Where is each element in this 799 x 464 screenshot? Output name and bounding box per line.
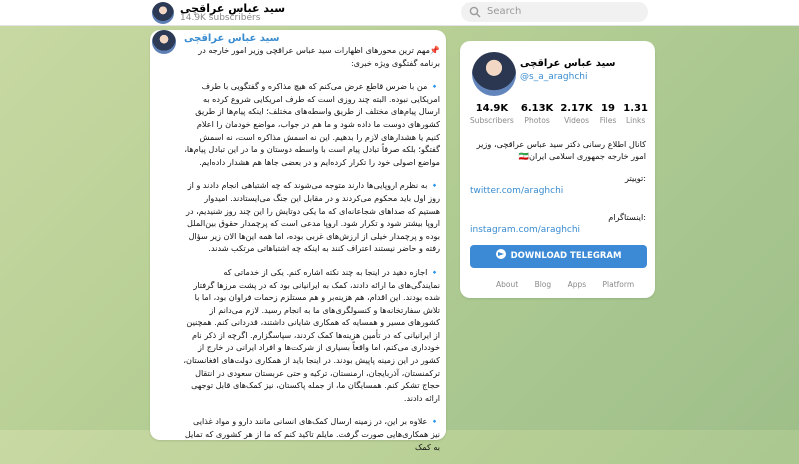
stat-value: 6.13K bbox=[520, 103, 554, 114]
twitter-link[interactable]: twitter.com/araghchi bbox=[470, 186, 564, 196]
download-button-label: DOWNLOAD TELEGRAM bbox=[510, 251, 622, 261]
message-avatar[interactable] bbox=[152, 30, 176, 54]
stat-subscribers[interactable] bbox=[470, 103, 514, 127]
stat-label: Links bbox=[625, 116, 646, 125]
stat-value: 2.17K bbox=[560, 103, 593, 114]
instagram-label: :اینستاگرام bbox=[608, 212, 646, 222]
stat-label: Files bbox=[599, 116, 617, 125]
footer-link-apps[interactable]: Apps bbox=[567, 280, 587, 289]
message-text bbox=[183, 44, 440, 464]
message-paragraph: 📌مهم ترین محورهای اظهارات سید عباس عراقچی وزیر امور خارجه در برنامه گفتگوی ویژه خبری: bbox=[198, 45, 440, 68]
footer-link-blog[interactable]: Blog bbox=[534, 280, 552, 289]
profile-avatar[interactable] bbox=[472, 52, 516, 96]
channel-subscribers: 14.9K subscribers bbox=[180, 13, 261, 23]
channel-title[interactable]: سید عباس عراقچی bbox=[180, 2, 286, 15]
channel-info-card bbox=[460, 41, 655, 298]
download-telegram-button[interactable] bbox=[470, 245, 647, 268]
twitter-label: :توییتر bbox=[624, 173, 646, 183]
top-bar bbox=[0, 0, 799, 26]
footer-link-platform[interactable]: Platform bbox=[602, 280, 635, 289]
channel-avatar[interactable] bbox=[152, 2, 174, 24]
search-input[interactable] bbox=[461, 2, 648, 22]
stat-files[interactable] bbox=[600, 103, 616, 127]
footer-links bbox=[496, 280, 648, 289]
stat-label: Videos bbox=[564, 116, 589, 125]
stat-value: 1.31 bbox=[623, 103, 648, 114]
stat-label: Photos bbox=[524, 116, 550, 125]
stat-videos[interactable] bbox=[560, 103, 592, 127]
message-author[interactable]: سید عباس عراقچی bbox=[184, 33, 280, 44]
stat-links[interactable] bbox=[623, 103, 648, 127]
profile-handle[interactable]: @s_a_araghchi bbox=[520, 72, 588, 82]
stats-row bbox=[470, 103, 648, 127]
message-paragraph: 🔹 من با ضرس قاطع عرض می‌کنم که هیچ مذاکره و گفتگویی با طرف امریکایی نبوده. البته چند روزی است که طرف امریکایی شروع کرده به ارسال پیام‌های مختلف از طریق واسطه‌های مختلف؛ اینکه پیام‌ها از طریق کشورهای دوست ما داده شود و ما هم در جواب، مواضع خودمان را اعلام کنیم یا هشدارهای لازم را بدهیم. این نه اسمش مذاکره است، نه اسمش گفتگو؛ بلکه صرفاً تبادل پیام است با واسطه دوستان و ما در این تبادل پیام‌ها، مواضع اصولی خود را تکرار کرده‌ایم و در بعضی جاها هم هشدار داده‌ایم. bbox=[184, 81, 440, 167]
channel-description: کانال اطلاع رسانی دکتر سید عباس عراقچی، وزیر امور خارجه جمهوری اسلامی ایران🇮🇷 bbox=[476, 139, 646, 161]
message-paragraph: 🔹 علاوه بر این، در زمینه ارسال کمک‌های انسانی مانند دارو و مواد غذایی نیز همکاری‌هایی صورت گرفت. مایلم تاکید کنم که ما از هر کشوری که تمایل به کمک bbox=[184, 416, 440, 452]
telegram-icon bbox=[496, 249, 506, 259]
stat-photos[interactable] bbox=[521, 103, 553, 127]
message-paragraph: 🔹 اجازه دهید در اینجا به چند نکته اشاره کنم. یکی از خدماتی که نمایندگی‌های ما ارائه دادند، کمک به ایرانیانی بود که در پشت مرزها گرفتار شده بودند. این اقدام، هم هزینه‌بر و هم مستلزم زحمات فراوان بود، اما با تلاش سفارتخانه‌ها و کنسولگری‌های ما به انجام رسید. لازم می‌دانم از کشورهای مسیر و همسایه که همکاری شایانی داشتند، قدردانی کنم. همچنین از ایرانیانی که در تأمین هزینه‌ها کمک کردند، سپاسگزارم. اگرچه از ذکر نام خودداری می‌کنم، اما واقعاً بسیاری از شرکت‌ها و افراد ایرانی در خارج از کشور در این زمینه پاپیش بودند. در اینجا باید از همکاری دولت‌های افغانستان، ترکمنستان، آذربایجان، ارمنستان، ترکیه و حتی عربستان سعودی در انتقال حجاج تشکر کنم. همسایگان ما، از جمله پاکستان، نیز کمک‌های قابل توجهی ارائه دادند. bbox=[183, 266, 440, 403]
stat-label: Subscribers bbox=[470, 116, 514, 125]
profile-name: سید عباس عراقچی bbox=[520, 58, 616, 69]
search-placeholder: Search bbox=[487, 6, 522, 17]
stat-value: 14.9K bbox=[475, 103, 509, 114]
footer-link-about[interactable]: About bbox=[496, 280, 519, 289]
search-icon bbox=[469, 6, 481, 18]
stat-value: 19 bbox=[601, 103, 615, 114]
message-paragraph: 🔹 به نظرم اروپایی‌ها دارند متوجه می‌شوند که چه اشتباهی انجام دادند و از روز اول باید محکوم می‌کردند و در مقابل این جنگ می‌ایستادند. امیدوار هستیم که صداهای شجاعانه‌ای که ما یکی دوتایش را این چند روز شنیدیم، در اروپا بیشتر شود و تکرار شود. اروپا مدعی است که پرچمدار حقوق بین‌الملل بوده و پرچمدار خیلی از ارزش‌های غربی بوده، اما همه این‌ها الان زیر سؤال رفته و حاضر نیستند اعتراف کنند به اینکه چه اشتباهاتی مرتکب شدند. bbox=[186, 180, 440, 254]
instagram-link[interactable]: instagram.com/araghchi bbox=[470, 225, 581, 235]
